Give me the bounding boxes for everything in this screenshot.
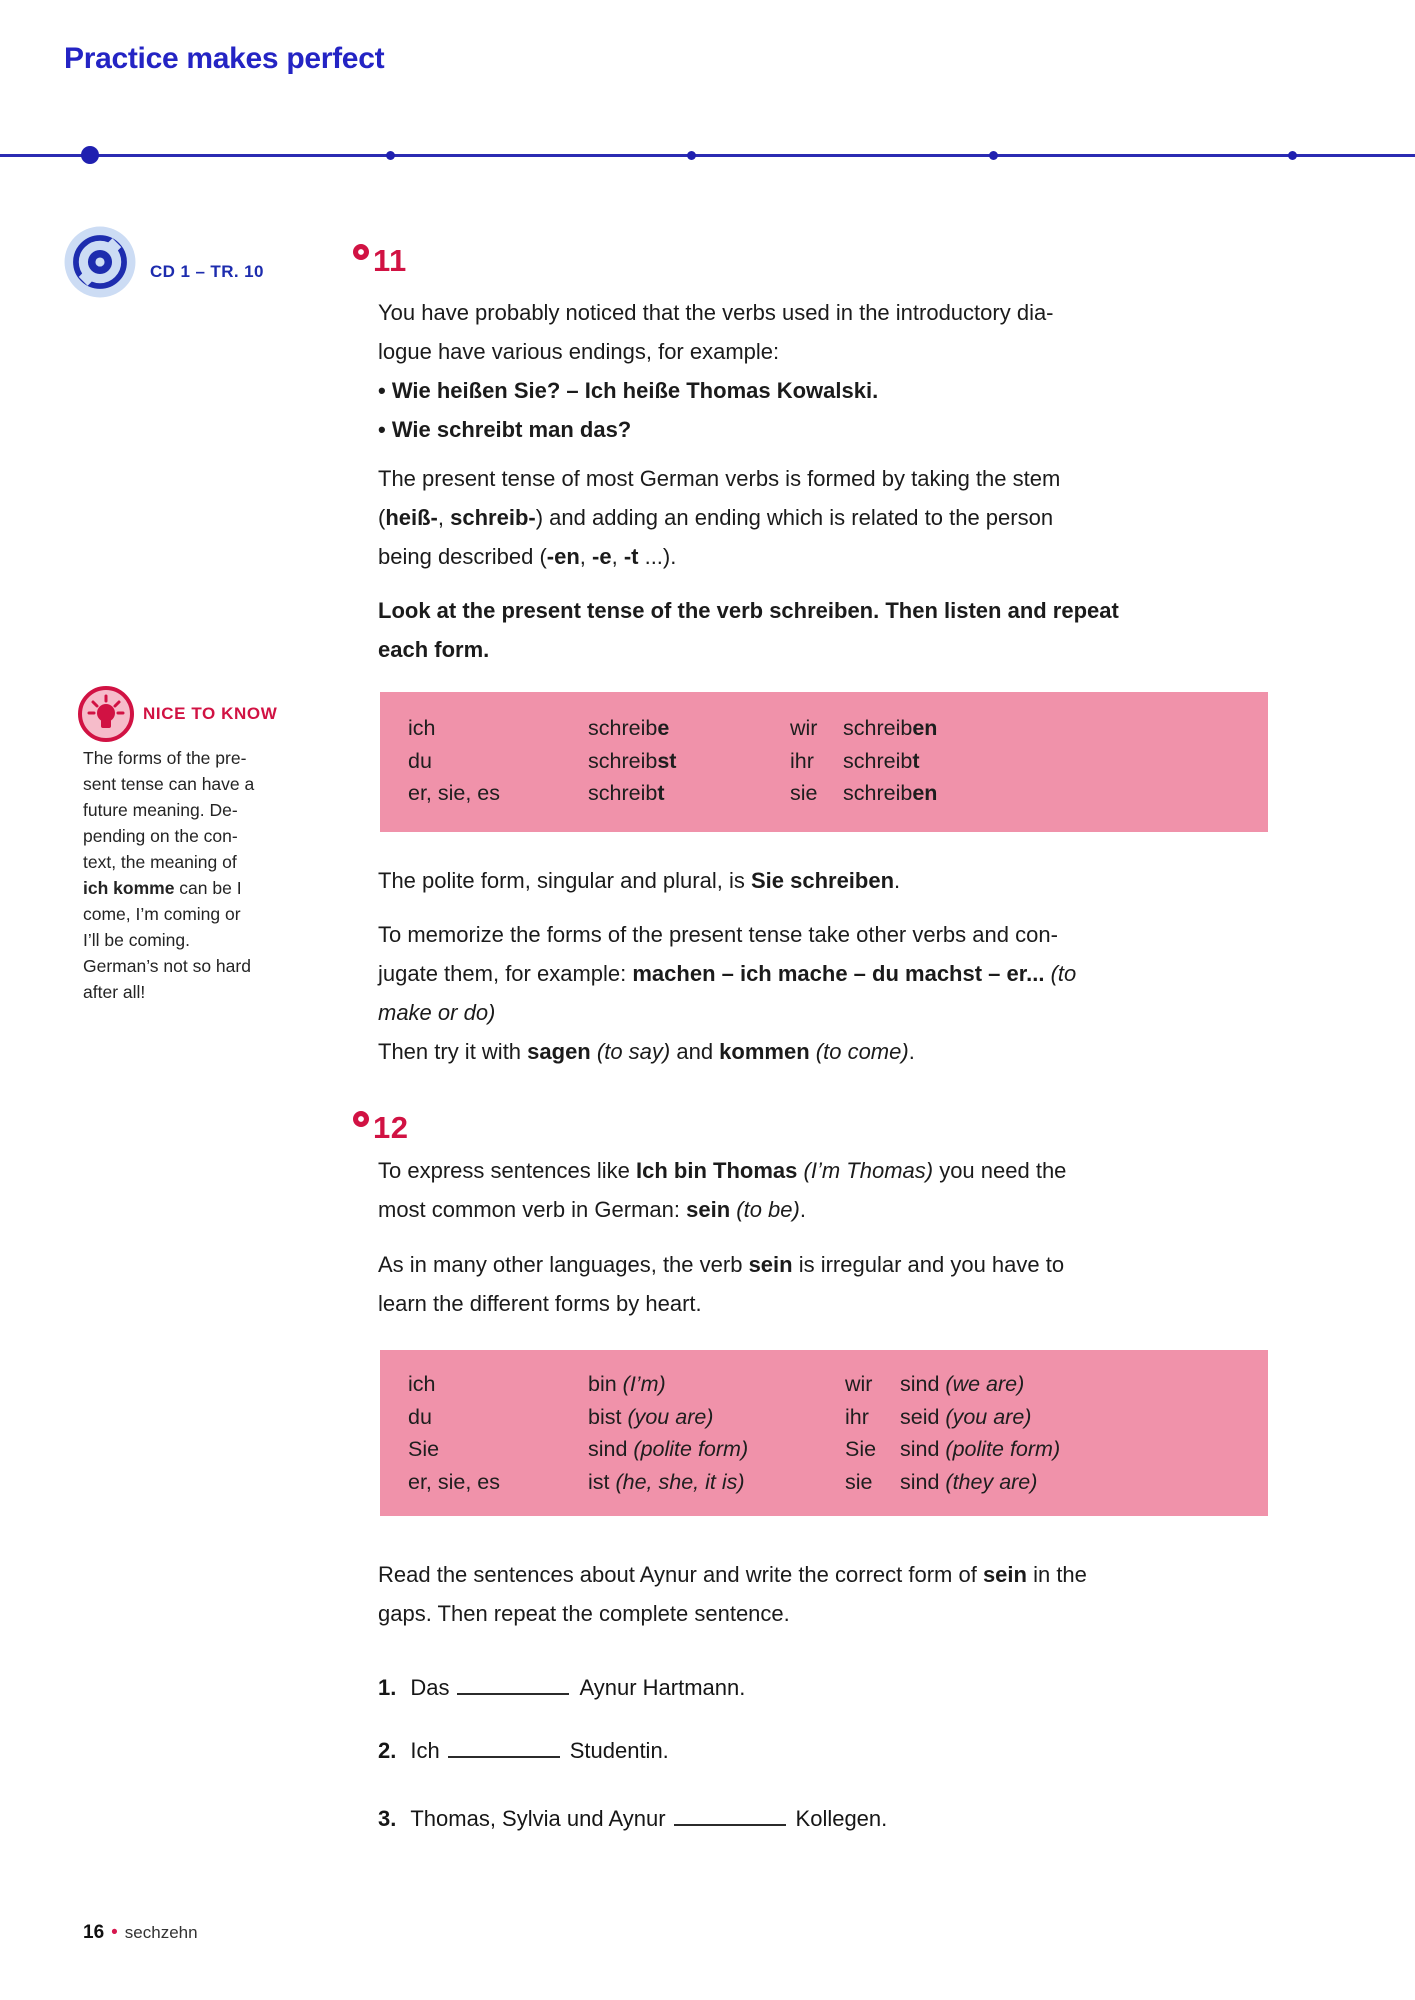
note-line: The forms of the pre- (83, 748, 247, 768)
verb-form-cell: schreibt (588, 781, 665, 805)
note-line: come, I’m coming or (83, 904, 241, 924)
text-line: logue have various endings, for example: (378, 339, 780, 364)
text-line: As in many other languages, the verb sein is irregular and you have to (378, 1252, 1065, 1277)
text-line: being described (-en, -e, -t ...). (378, 544, 677, 569)
exercise-text: Aynur Hartmann. (579, 1675, 746, 1700)
text-line: jugate them, for example: machen – ich mache – du machst – er... (to (378, 961, 1077, 986)
text-line: To express sentences like Ich bin Thomas (I’m Thomas) you need the (378, 1158, 1067, 1183)
rule-dot (1288, 151, 1297, 160)
fill-in-blank[interactable] (457, 1677, 569, 1695)
exercise-text: Thomas, Sylvia und Aynur (410, 1806, 666, 1831)
text-line: To memorize the forms of the present tense take other verbs and con- (378, 922, 1058, 947)
audio-marker-icon (352, 1110, 370, 1128)
page-footer (83, 1922, 198, 1944)
pronoun-cell: wir (845, 1372, 873, 1396)
verb-form-cell: schreiben (843, 781, 938, 805)
page-number: 16 (83, 1922, 105, 1943)
text-line: Read the sentences about Aynur and write the correct form of sein in the (378, 1562, 1087, 1587)
note-line: future meaning. De- (83, 800, 238, 820)
verb-form-cell: schreibst (588, 748, 677, 773)
table-row (380, 749, 1268, 782)
verb-form-cell: bist (you are) (588, 1404, 714, 1429)
pronoun-cell: ich (408, 1372, 436, 1396)
verb-form-cell: schreiben (843, 716, 938, 740)
pronoun-cell: du (408, 1404, 432, 1429)
text-line: gaps. Then repeat the complete sentence. (378, 1601, 790, 1626)
text-line: Look at the present tense of the verb schreiben. Then listen and repeat (378, 598, 1119, 623)
note-line: sent tense can have a (83, 774, 255, 794)
exercise-item (378, 1738, 669, 1764)
pronoun-cell: er, sie, es (408, 781, 501, 805)
note-line: German’s not so hard (83, 956, 251, 976)
pronoun-cell: Sie (845, 1437, 877, 1461)
text-line: The polite form, singular and plural, is Sie schreiben. (378, 868, 901, 893)
verb-form-cell: sind (polite form) (900, 1437, 1061, 1461)
audio-marker-icon (352, 243, 370, 261)
table-row (380, 1372, 1268, 1405)
cd-icon (62, 224, 138, 300)
pronoun-cell: Sie (408, 1437, 440, 1461)
verb-form-cell: ist (he, she, it is) (588, 1469, 745, 1494)
verb-form-cell: seid (you are) (900, 1404, 1032, 1429)
pronoun-cell: du (408, 748, 432, 773)
cd-track-label: CD 1 – TR. 10 (150, 262, 264, 281)
exercise-number: 3. (378, 1806, 397, 1831)
pronoun-cell: wir (790, 716, 818, 740)
exercise-text: Das (410, 1675, 450, 1700)
table-row (380, 1405, 1268, 1438)
note-line: after all! (83, 982, 146, 1002)
exercise-text: Kollegen. (795, 1806, 888, 1831)
verb-form-cell: schreibe (588, 716, 670, 740)
text-line: learn the different forms by heart. (378, 1291, 702, 1316)
exercise-text: Ich (410, 1738, 440, 1763)
table-row (380, 1437, 1268, 1470)
footer-dot: • (111, 1922, 118, 1943)
text-line: • Wie heißen Sie? – Ich heiße Thomas Kowalski. (378, 378, 879, 403)
verb-form-cell: sind (polite form) (588, 1437, 749, 1461)
rule-dot (687, 151, 696, 160)
pronoun-cell: sie (790, 781, 818, 805)
fill-in-blank[interactable] (448, 1740, 560, 1758)
note-title: NICE TO KNOW (143, 704, 278, 723)
rule-dot (989, 151, 998, 160)
text-line: Then try it with sagen (to say) and kommen (to come). (378, 1039, 915, 1064)
exercise-number: 1. (378, 1675, 397, 1700)
text-line: • Wie schreibt man das? (378, 417, 632, 442)
text-line: each form. (378, 637, 490, 662)
verb-form-cell: sind (they are) (900, 1469, 1038, 1494)
exercise-item (378, 1675, 745, 1701)
verb-form-cell: bin (I’m) (588, 1372, 666, 1396)
pronoun-cell: ihr (845, 1404, 869, 1429)
rule-dot (386, 151, 395, 160)
text-line: The present tense of most German verbs is formed by taking the stem (378, 466, 1061, 491)
conjugation-table-sein (380, 1350, 1268, 1516)
table-row (380, 1470, 1268, 1503)
text-line: You have probably noticed that the verbs used in the introductory dia- (378, 300, 1054, 325)
header-rule (0, 154, 1415, 157)
exercise-text: Studentin. (569, 1738, 669, 1763)
section-number-11: 11 (373, 243, 407, 278)
page-title: Practice makes perfect (64, 42, 385, 75)
pronoun-cell: ihr (790, 748, 814, 773)
section-number-12: 12 (373, 1110, 409, 1145)
verb-form-cell: schreibt (843, 748, 920, 773)
pronoun-cell: ich (408, 716, 436, 740)
table-row (380, 781, 1268, 814)
note-line: I’ll be coming. (83, 930, 190, 950)
text-line: (heiß-, schreib-) and adding an ending which is related to the person (378, 505, 1054, 530)
page-number-word: sechzehn (124, 1923, 198, 1942)
note-line: ich komme can be I (83, 878, 242, 898)
lightbulb-icon (76, 684, 136, 744)
text-line: make or do) (378, 1000, 496, 1025)
rule-dot (81, 146, 99, 164)
fill-in-blank[interactable] (674, 1808, 786, 1826)
exercise-number: 2. (378, 1738, 397, 1763)
pronoun-cell: sie (845, 1469, 873, 1494)
text-line: most common verb in German: sein (to be). (378, 1197, 806, 1222)
table-row (380, 716, 1268, 749)
note-line: pending on the con- (83, 826, 238, 846)
exercise-item (378, 1806, 887, 1832)
conjugation-table-schreiben (380, 692, 1268, 832)
note-line: text, the meaning of (83, 852, 237, 872)
pronoun-cell: er, sie, es (408, 1469, 501, 1494)
verb-form-cell: sind (we are) (900, 1372, 1025, 1396)
